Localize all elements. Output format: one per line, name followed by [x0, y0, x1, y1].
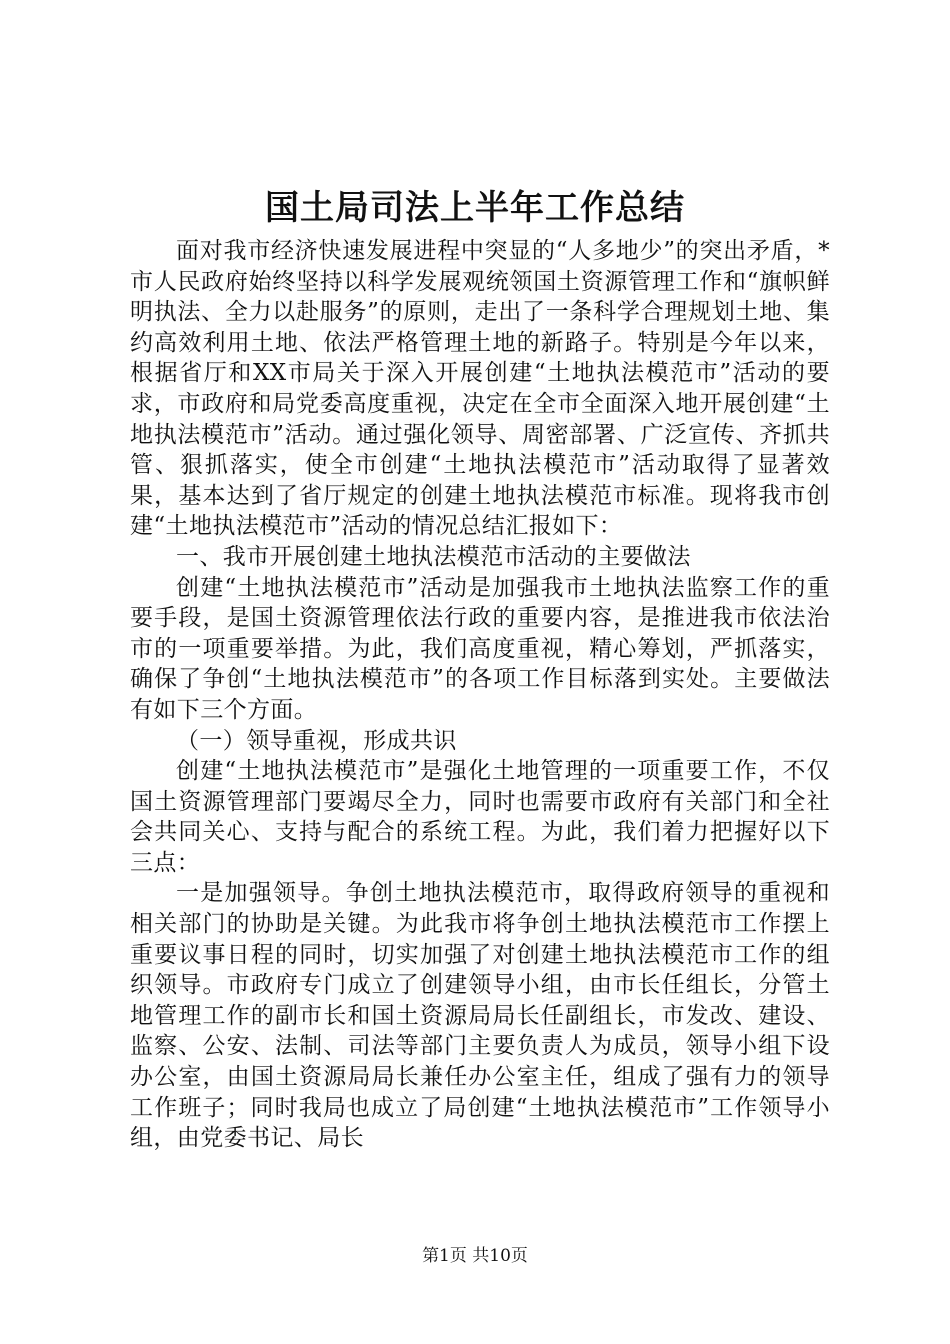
- subsection-heading-1: （一）领导重视，形成共识: [176, 727, 457, 754]
- page-number-footer: 第1页 共10页: [422, 1246, 528, 1266]
- paragraph-subsection-1: 创建“土地执法模范市”是强化土地管理的一项重要工作，不仅国土资源管理部门要竭尽全力，同时也需要市政府有关部门和全社会共同关心、支持与配合的系统工程。为此，我们着力把握好以下三点：: [130, 758, 830, 876]
- document-title: 国土局司法上半年工作总结: [265, 188, 685, 228]
- paragraph-section-1: 创建“土地执法模范市”活动是加强我市土地执法监察工作的重要手段，是国土资源管理依法行政的重要内容，是推进我市依法治市的一项重要举措。为此，我们高度重视，精心筹划，严抓落实，确保了争创“土地执法模范市”的各项工作目标落到实处。主要做法有如下三个方面。: [130, 574, 830, 723]
- paragraph-point-1: 一是加强领导。争创土地执法模范市，取得政府领导的重视和相关部门的协助是关键。为此我市将争创土地执法模范市工作摆上重要议事日程的同时，切实加强了对创建土地执法模范市工作的组织领导。市政府专门成立了创建领导小组，由市长任组长，分管土地管理工作的副市长和国土资源局局长任副组长，市发改、建设、监察、公安、法制、司法等部门主要负责人为成员，领导小组下设办公室，由国土资源局局长兼任办公室主任，组成了强有力的领导工作班子；同时我局也成立了局创建“土地执法模范市”工作领导小组，由党委书记、局长: [130, 880, 830, 1152]
- section-heading-1: 一、我市开展创建土地执法模范市活动的主要做法: [176, 543, 691, 570]
- paragraph-intro: 面对我市经济快速发展进程中突显的“人多地少”的突出矛盾，*市人民政府始终坚持以科学发展观统领国土资源管理工作和“旗帜鲜明执法、全力以赴服务”的原则，走出了一条科学合理规划土地、集约高效利用土地、依法严格管理土地的新路子。特别是今年以来，根据省厅和XX市局关于深入开展创建“土地执法模范市”活动的要求，市政府和局党委高度重视，决定在全市全面深入地开展创建“土地执法模范市”活动。通过强化领导、周密部署、广泛宣传、齐抓共管、狠抓落实，使全市创建“土地执法模范市”活动取得了显著效果，基本达到了省厅规定的创建土地执法模范市标准。现将我市创建“土地执法模范市”活动的情况总结汇报如下：: [130, 238, 830, 540]
- document-body: [130, 236, 830, 1154]
